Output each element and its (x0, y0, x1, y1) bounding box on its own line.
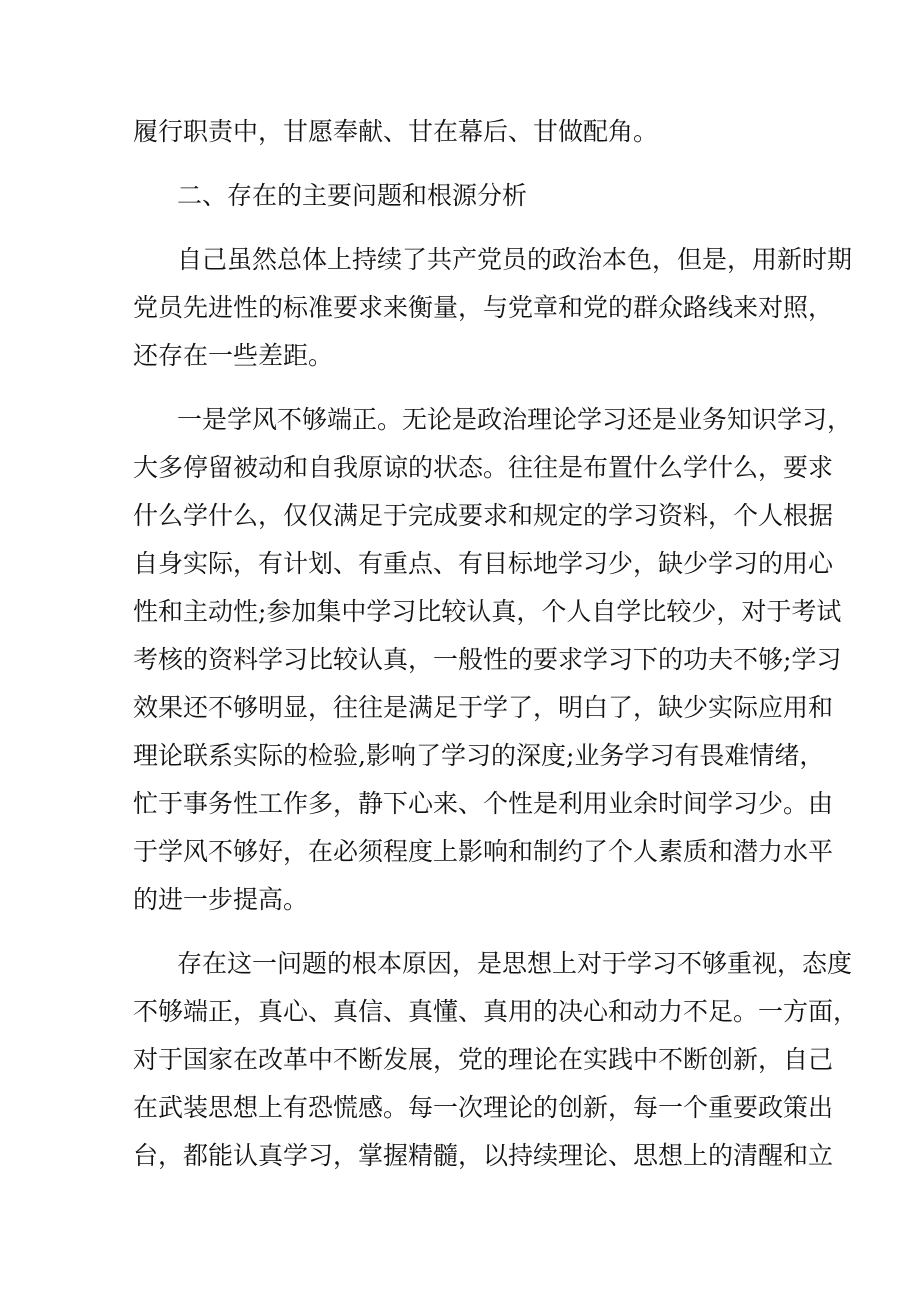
paragraph-study-style (133, 396, 853, 924)
text-line: 什么学什么，仅仅满足于完成要求和规定的学习资料，个人根据 (133, 501, 834, 530)
text-line: 自己虽然总体上持续了共产党员的政治本色，但是，用新时期 (177, 245, 853, 274)
text-line: 的进一步提高。 (133, 885, 309, 914)
text-line: 履行职责中，甘愿奉献、甘在幕后、甘做配角。 (133, 117, 659, 146)
text-line: 考核的资料学习比较认真，一般性的要求学习下的功夫不够;学习 (133, 645, 842, 674)
text-line: 性和主动性;参加集中学习比较认真，个人自学比较少，对于考试 (133, 597, 842, 626)
text-line: 台，都能认真学习，掌握精髓，以持续理论、思想上的清醒和立 (133, 1141, 834, 1170)
text-line: 不够端正，真心、真信、真懂、真用的决心和动力不足。一方面， (133, 997, 859, 1026)
text-line: 一是学风不够端正。无论是政治理论学习还是业务知识学习， (177, 405, 853, 434)
text-line: 党员先进性的标准要求来衡量，与党章和党的群众路线来对照， (133, 293, 834, 322)
paragraph-intro (133, 236, 853, 380)
text-line: 还存在一些差距。 (133, 341, 334, 370)
paragraph-continuation (133, 108, 795, 156)
text-line: 于学风不够好，在必须程度上影响和制约了个人素质和潜力水平 (133, 837, 834, 866)
text-line: 理论联系实际的检验,影响了学习的深度;业务学习有畏难情绪， (133, 741, 825, 770)
section-heading (133, 172, 795, 220)
paragraph-root-cause (133, 940, 859, 1180)
text-line: 对于国家在改革中不断发展，党的理论在实践中不断创新，自己 (133, 1045, 834, 1074)
text-line: 效果还不够明显，往往是满足于学了，明白了，缺少实际应用和 (133, 693, 834, 722)
heading-text: 二、存在的主要问题和根源分析 (177, 181, 528, 210)
text-line: 在武装思想上有恐慌感。每一次理论的创新，每一个重要政策出 (133, 1093, 834, 1122)
text-line: 存在这一问题的根本原因，是思想上对于学习不够重视，态度 (177, 949, 853, 978)
document-page (133, 108, 859, 1196)
text-line: 自身实际，有计划、有重点、有目标地学习少，缺少学习的用心 (133, 549, 834, 578)
text-line: 忙于事务性工作多，静下心来、个性是利用业余时间学习少。由 (133, 789, 834, 818)
text-line: 大多停留被动和自我原谅的状态。往往是布置什么学什么，要求 (133, 453, 834, 482)
